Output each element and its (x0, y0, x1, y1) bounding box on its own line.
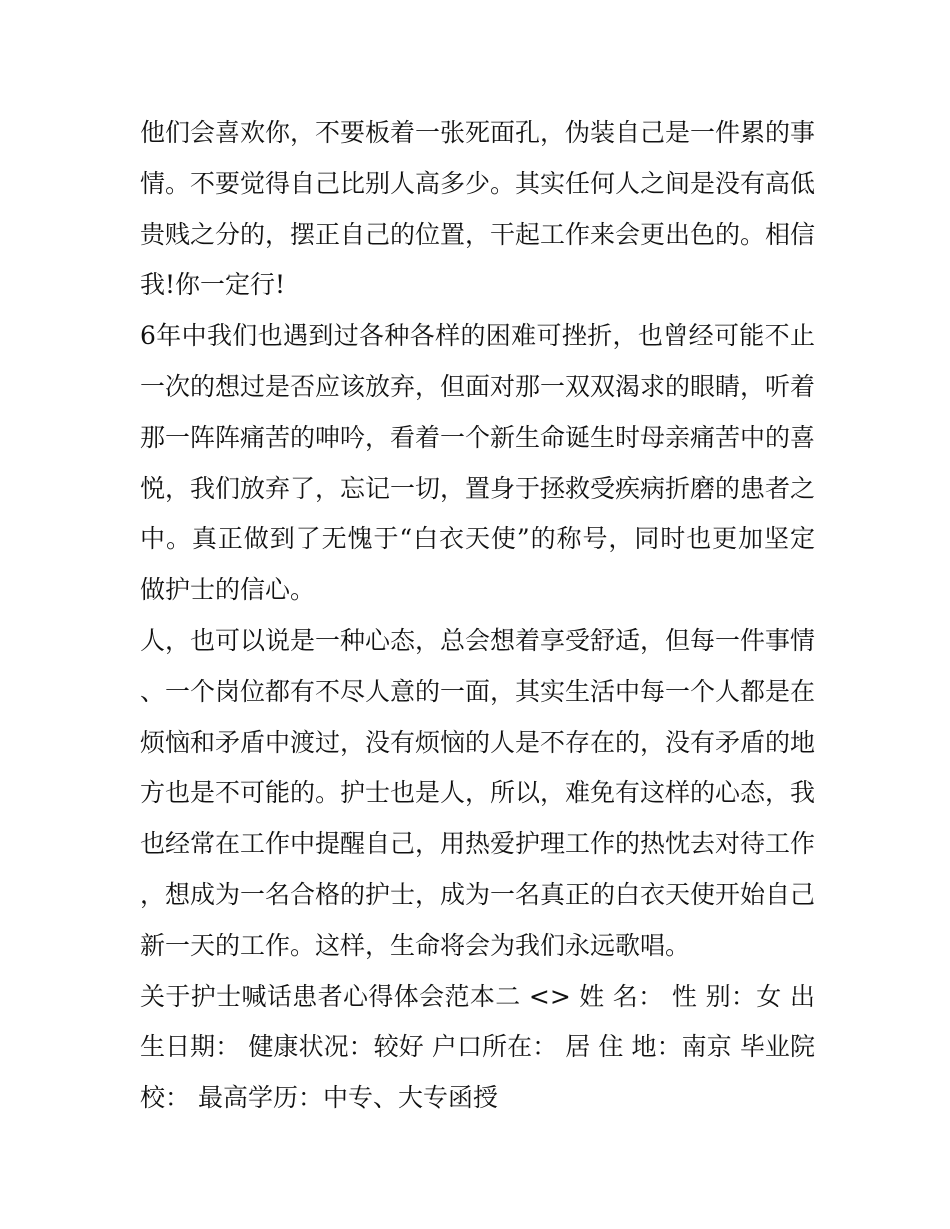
paragraph-3: 人，也可以说是一种心态，总会想着享受舒适，但每一件事情、一个岗位都有不尽人意的一面，其实生活中每一个人都是在烦恼和矛盾中渡过，没有烦恼的人是不存在的，没有矛盾的地方也是不可能的。护士也是人，所以，难免有这样的心态，我也经常在工作中提醒自己，用热爱护理工作的热忱去对待工作，想成为一名合格的护士，成为一名真正的白衣天使开始自己新一天的工作。这样，生命将会为我们永远歌唱。 (140, 625, 816, 960)
paragraph-4: 关于护士喊话患者心得体会范本二 <> 姓 名： 性 别：女 出生日期： 健康状况：较好 户口所在： 居 住 地：南京 毕业院校： 最高学历：中专、大专函授 (140, 981, 815, 1113)
paragraph-1: 他们会喜欢你，不要板着一张死面孔，伪装自己是一件累的事情。不要觉得自己比别人高多少。其实任何人之间是没有高低贵贱之分的，摆正自己的位置，干起工作来会更出色的。相信我!你一定行! (140, 118, 816, 300)
document-body (140, 108, 815, 1124)
paragraph-2: 6年中我们也遇到过各种各样的困难可挫折，也曾经可能不止一次的想过是否应该放弃，但面对那一双双渴求的眼睛，听着那一阵阵痛苦的呻吟，看着一个新生命诞生时母亲痛苦中的喜悦，我们放弃了，忘记一切，置身于拯救受疾病折磨的患者之中。真正做到了无愧于“白衣天使”的称号，同时也更加坚定做护士的信心。 (140, 321, 816, 605)
